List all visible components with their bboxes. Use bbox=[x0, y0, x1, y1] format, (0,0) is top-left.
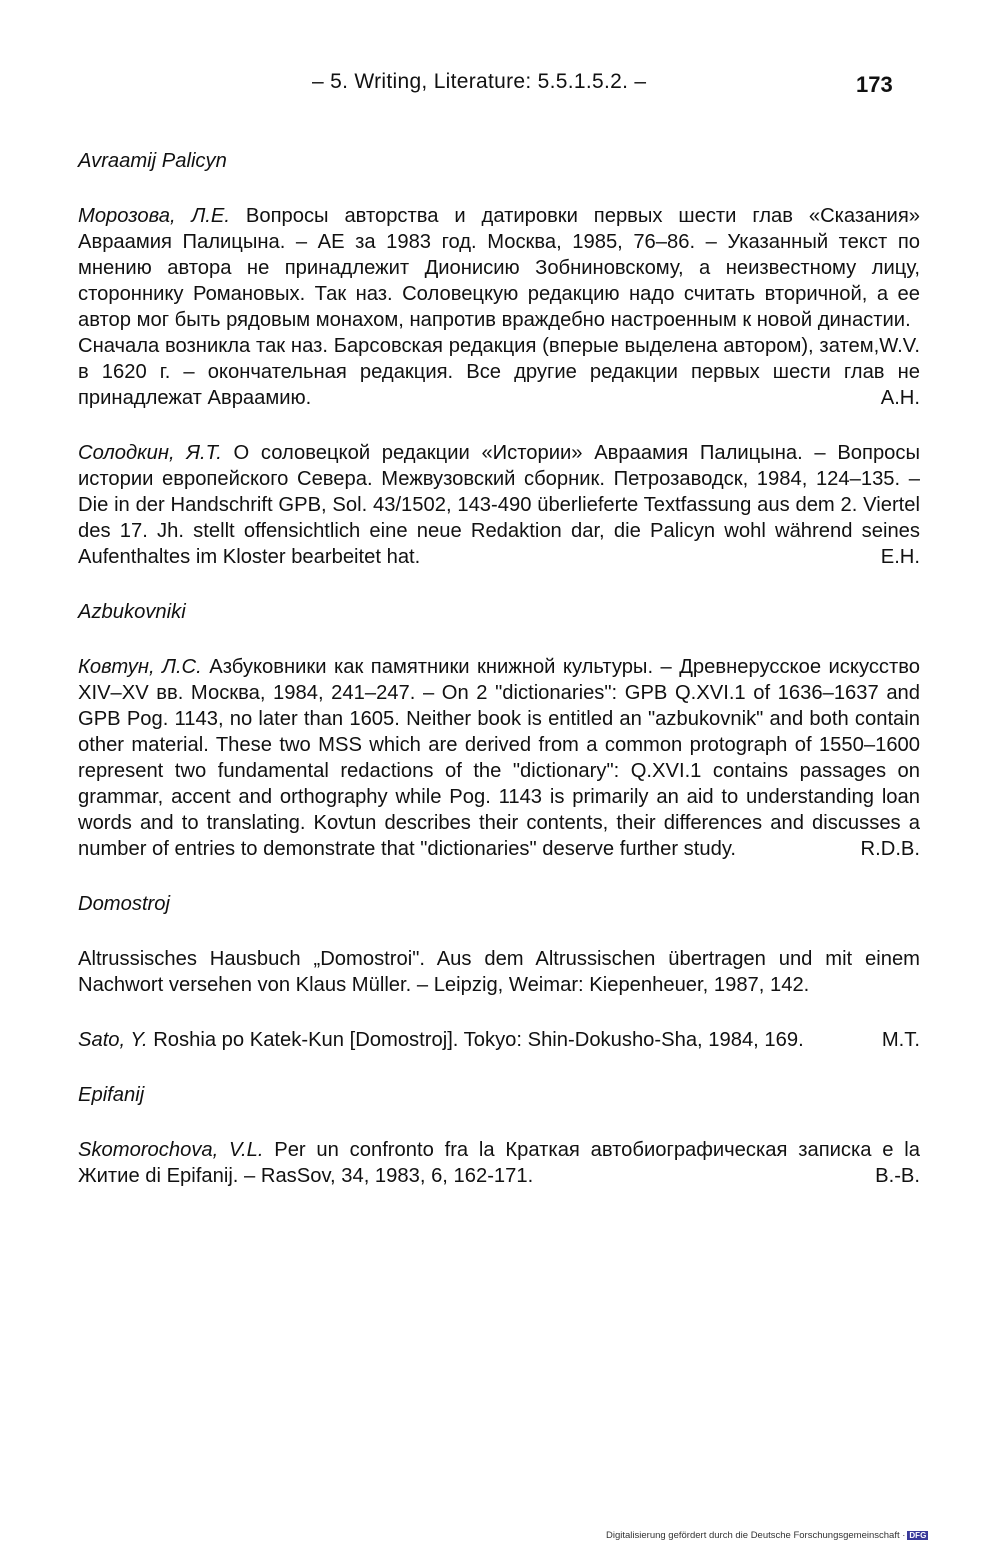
reviewer-initials: W.V. bbox=[879, 335, 920, 357]
dfg-logo-icon: DFG bbox=[909, 1530, 927, 1540]
bibliography-entry-hausbuch bbox=[78, 946, 920, 998]
entry-note bbox=[78, 333, 920, 411]
entry-note-text: Сначала возникла так наз. Барсовская редакция (вперые выделена автором), затем, в 1620 г. – окончательная редакция. Все другие редакции первых шести глав не принадлежат Авраамию. bbox=[78, 335, 920, 409]
section-heading-domostroj: Domostroj bbox=[78, 893, 170, 915]
entry-text: Roshia po Katek-Kun [Domostroj]. Tokyo: Shin-Dokusho-Sha, 1984, 169. bbox=[147, 1029, 804, 1051]
bibliography-entry-sato bbox=[78, 1027, 920, 1053]
bibliography-entry-solodkin bbox=[78, 440, 920, 570]
footer-text: Digitalisierung gefördert durch die Deutsche Forschungsgemeinschaft · bbox=[606, 1530, 906, 1541]
entry-author: Солодкин, Я.Т. bbox=[78, 442, 222, 464]
section-heading-avraamij-palicyn: Avraamij Palicyn bbox=[78, 150, 227, 172]
reviewer-initials: E.H. bbox=[880, 546, 920, 568]
entry-author: Sato, Y. bbox=[78, 1029, 148, 1051]
entry-text: О соловецкой редакции «Истории» Авраамия Палицына. – Вопросы истории европейского Севера. Межвузовский сборник. Петрозаводск, 1984, 124–135. – Die in der Handschrift GPB, Sol. 43/1502, 143-490 überlieferte Textfassung aus dem 2. Viertel des 17. Jh. stellt offensichtlich eine neue Redaktion dar, die Palicyn wohl während seines Aufenthaltes im Kloster bearbeitet hat. bbox=[78, 442, 921, 568]
page-body bbox=[78, 148, 920, 1189]
reviewer-initials: B.-B. bbox=[875, 1165, 920, 1187]
entry-text: Per un confronto fra la Краткая автобиографическая записка e la Житие di Epifanij. – RasSov, 34, 1983, 6, 162-171. bbox=[78, 1139, 920, 1187]
entry-author: Ковтун, Л.С. bbox=[78, 656, 202, 678]
page-number: 173 bbox=[856, 72, 893, 97]
bibliography-entry-kovtun bbox=[78, 654, 920, 862]
section-heading-azbukovniki: Azbukovniki bbox=[78, 601, 186, 623]
entry-text: Altrussisches Hausbuch „Domostroi". Aus dem Altrussischen übertragen und mit einem Nachwort versehen von Klaus Müller. – Leipzig, Weimar: Kiepenheuer, 1987, 142. bbox=[78, 948, 920, 996]
reviewer-initials: R.D.B. bbox=[860, 838, 920, 860]
entry-text: Азбуковники как памятники книжной культуры. – Древнерусское искусство XIV–XV вв. Москва, 1984, 241–247. – On 2 "dictionaries": GPB Q.XVI.1 of 1636–1637 and GPB Pog. 1143, no later than 1605. Neither book is entitled an "azbukovnik" and both contain other material. These two MSS which are derived from a common protograph of 1550–1600 represent two fundamental redactions of the "dictionary": Q.XVI.1 contains passages on grammar, accent and orthography while Pog. 1143 is primarily an aid to understanding loan words and to translating. Kovtun describes their contents, their differences and discusses a number of entries to demonstrate that "dictionaries" deserve further study. bbox=[78, 656, 920, 860]
bibliography-entry-morozova bbox=[78, 203, 920, 357]
reviewer-initials: M.T. bbox=[881, 1029, 920, 1051]
running-head: – 5. Writing, Literature: 5.5.1.5.2. – bbox=[312, 70, 647, 93]
reviewer-initials: A.H. bbox=[880, 387, 920, 409]
entry-author: Морозова, Л.Е. bbox=[78, 205, 230, 227]
page-header bbox=[0, 70, 1000, 110]
entry-text: Вопросы авторства и датировки первых шести глав «Сказания» Авраамия Палицына. – АЕ за 1983 год. Москва, 1985, 76–86. – Указанный текст по мнению автора не принадлежит Дионисию Зобниновскому, а неизвестному лицу, стороннику Романовых. Так наз. Соловецкую редакцию надо считать вторичной, а ее автор мог быть рядовым монахом, напротив враждебно настроенным к новой династии. bbox=[78, 205, 920, 331]
section-heading-epifanij: Epifanij bbox=[78, 1084, 145, 1106]
digitization-footer bbox=[606, 1530, 928, 1541]
bibliography-entry-skomorochova bbox=[78, 1137, 920, 1189]
entry-author: Skomorochova, V.L. bbox=[78, 1139, 264, 1161]
